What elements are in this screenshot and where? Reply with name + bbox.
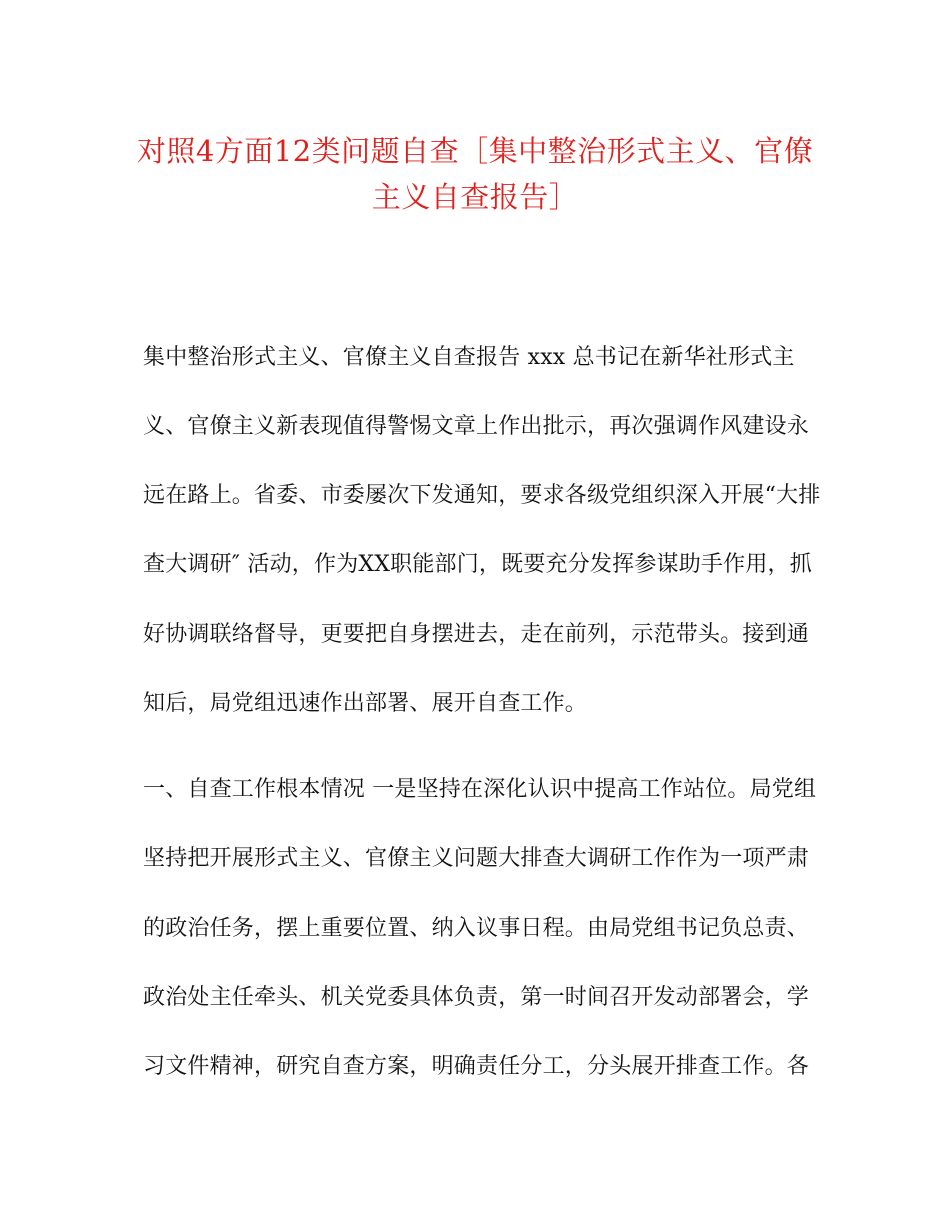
body-line: 集中整治形式主义、官僚主义自查报告 xxx 总书记在新华社形式主 [143,345,795,370]
body-line: 一、自查工作根本情况 一是坚持在深化认识中提高工作站位。局党组 [143,777,817,802]
body-line: 好协调联络督导，更要把自身摆进去，走在前列，示范带头。接到通 [143,622,810,647]
body-line: 查大调研″ 活动，作为XX职能部门，既要充分发挥参谋助手作用，抓 [143,552,812,577]
body-line: 习文件精神，研究自查方案，明确责任分工，分头展开排查工作。各 [143,1054,810,1079]
body-line: 的政治任务，摆上重要位置、纳入议事日程。由局党组书记负总责、 [143,916,810,941]
body-line: 义、官僚主义新表现值得警惕文章上作出批示，再次强调作风建设永 [143,414,810,439]
title-line-2: 主义自查报告］ [371,180,579,214]
document-title [120,128,830,220]
body-line: 知后，局党组迅速作出部署、展开自查工作。 [143,691,588,716]
body-line: 远在路上。省委、市委屡次下发通知，要求各级党组织深入开展“大排 [143,483,821,508]
body-line: 坚持把开展形式主义、官僚主义问题大排查大调研工作作为一项严肃 [143,846,810,871]
title-line-1: 对照4方面12类问题自查［集中整治形式主义、官僚 [136,134,814,168]
body-line: 政治处主任牵头、机关党委具体负责，第一时间召开发动部署会，学 [143,985,810,1010]
